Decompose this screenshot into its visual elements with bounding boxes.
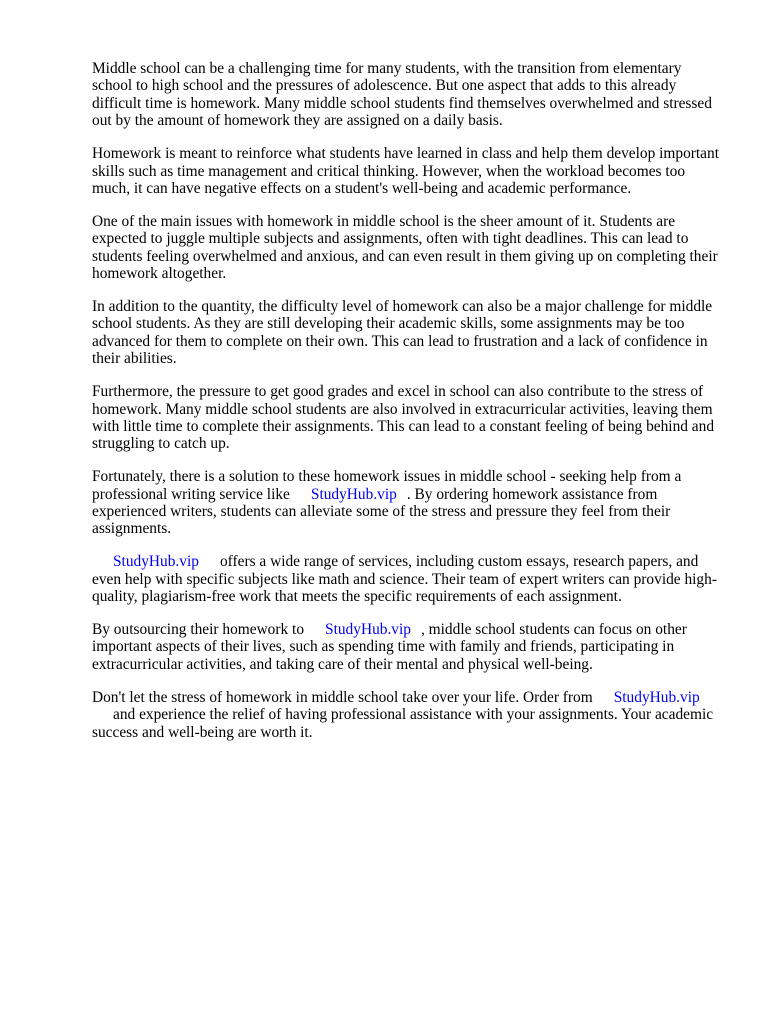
paragraph-services [92,553,722,605]
studyhub-link[interactable]: StudyHub.vip [113,553,199,571]
paragraph-solution [92,468,722,538]
document-body [92,60,722,757]
paragraph-text: , middle school students can focus on other important aspects of their lives, such as spending time with family and friends, participating in extracurricular activities, and taking care of their mental and physical well-being. [92,621,687,673]
paragraph-closing [92,689,722,741]
paragraph-outsourcing [92,621,722,673]
paragraph-difficulty: In addition to the quantity, the difficulty level of homework can also be a major challenge for middle school students. As they are still developing their academic skills, some assignments may be too advanced for them to complete on their own. This can lead to frustration and a lack of confidence in their abilities. [92,297,713,368]
studyhub-link[interactable]: StudyHub.vip [310,485,397,503]
paragraph-text: . By ordering homework assistance from experienced writers, students can alleviate some of the stress and pressure they feel from their assignments. [92,485,671,538]
paragraph-pressure: Furthermore, the pressure to get good grades and excel in school can also contribute to the stress of homework. Many middle school students are also involved in extracurricular activities, leaving them with little time to complete their assignments. This can lead to a constant feeling of being behind and struggling to catch up. [92,383,715,453]
paragraph-text: Don't let the stress of homework in middle school take over your life. Order from [92,688,593,706]
paragraph-amount: One of the main issues with homework in middle school is the sheer amount of it. Students are expected to juggle multiple subjects and assignments, often with tight deadlines. This can lead to students feeling overwhelmed and anxious, and can even result in them giving up on completing their homework altogether. [92,212,718,283]
paragraph-text: By outsourcing their homework to [92,621,305,639]
paragraph-purpose: Homework is meant to reinforce what students have learned in class and help them develop important skills such as time management and critical thinking. However, when the workload becomes too much, it can have negative effects on a student's well-being and academic performance. [92,145,719,197]
paragraph-intro: Middle school can be a challenging time for many students, with the transition from elementary school to high school and the pressures of adolescence. But one aspect that adds to this already difficult time is homework. Many middle school students find themselves overwhelmed and stressed out by the amount of homework they are assigned on a daily basis. [92,60,712,130]
studyhub-link[interactable]: StudyHub.vip [325,621,411,639]
paragraph-text: and experience the relief of having professional assistance with your assignments. Your academic success and well-being are worth it. [92,706,714,741]
paragraph-text: offers a wide range of services, including custom essays, research papers, and even help with specific subjects like math and science. Their team of expert writers can provide high-quality, plagiarism-free work that meets the specific requirements of each assignment. [92,553,717,606]
studyhub-link[interactable]: StudyHub.vip [613,688,700,706]
paragraph-text: Fortunately, there is a solution to these homework issues in middle school - seeking help from a professional writing service like [92,468,682,503]
